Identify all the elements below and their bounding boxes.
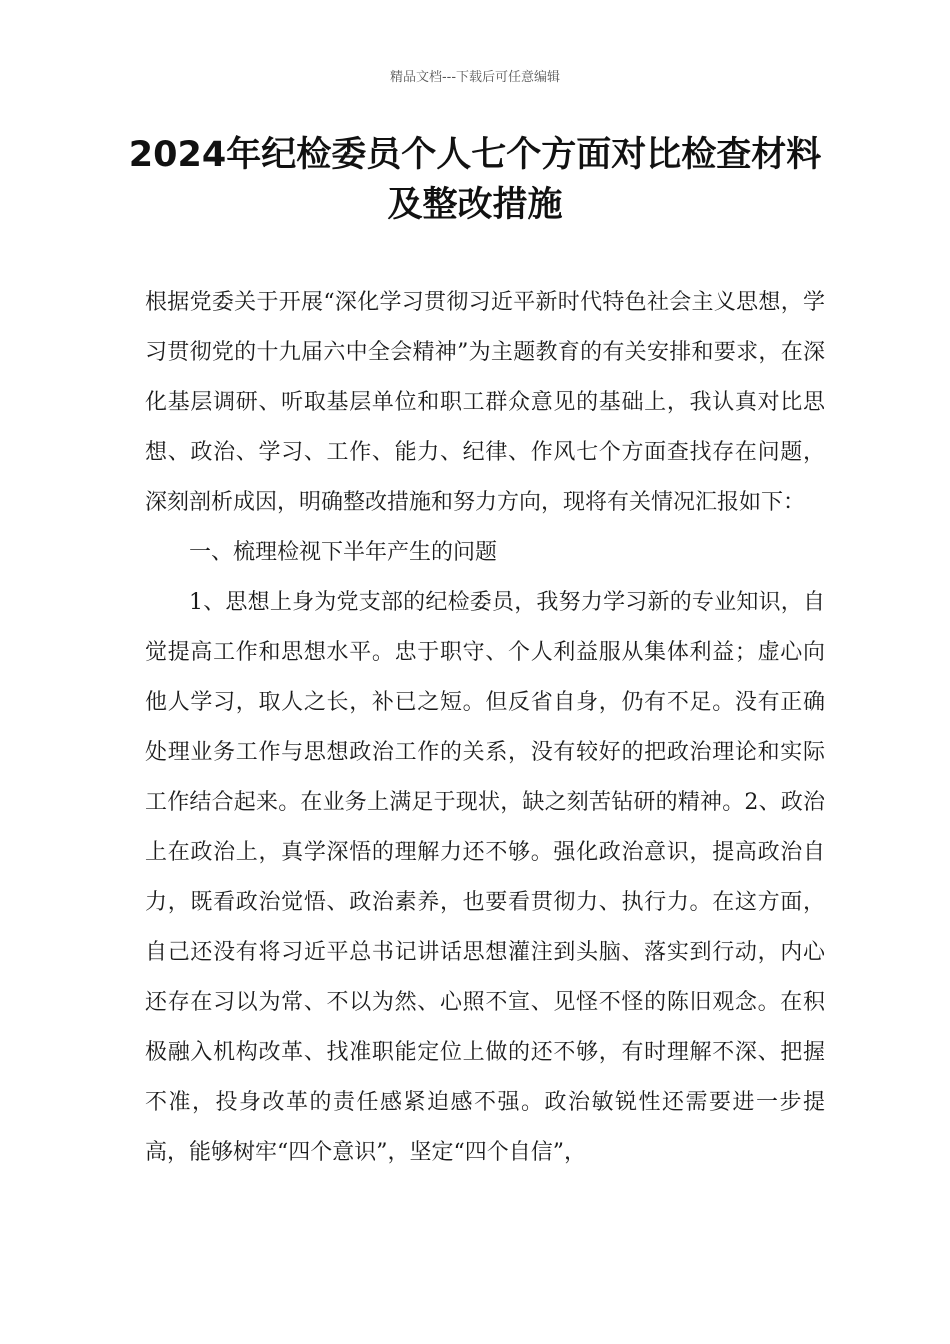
header-note: 精品文档---下载后可任意编辑 [389,70,561,85]
intro-paragraph: 根据党委关于开展“深化学习贯彻习近平新时代特色社会主义思想，学习贯彻党的十九届六中全会精神”为主题教育的有关安排和要求，在深化基层调研、听取基层单位和职工群众意见的基础上，我认真对比思想、政治、学习、工作、能力、纪律、作风七个方面查找存在问题，深刻剖析成因，明确整改措施和努力方向，现将有关情况汇报如下： [145,290,825,515]
document-body [145,278,825,1178]
body-paragraph: 1、思想上身为党支部的纪检委员，我努力学习新的专业知识，自觉提高工作和思想水平。忠于职守、个人利益服从集体利益；虚心向他人学习，取人之长，补已之短。但反省自身，仍有不足。没有正确处理业务工作与思想政治工作的关系，没有较好的把政治理论和实际工作结合起来。在业务上满足于现状，缺之刻苦钻研的精神。2、政治上在政治上，真学深悟的理解力还不够。强化政治意识，提高政治自力，既看政治觉悟、政治素养，也要看贯彻力、执行力。在这方面，自己还没有将习近平总书记讲话思想灌注到头脑、落实到行动，内心还存在习以为常、不以为然、心照不宣、见怪不怪的陈旧观念。在积极融入机构改革、找准职能定位上做的还不够，有时理解不深、把握不准，投身改革的责任感紧迫感不强。政治敏锐性还需要进一步提高，能够树牢“四个意识”，坚定“四个自信”， [145,590,825,1165]
document-title: 2024年纪检委员个人七个方面对比检查材料及整改措施 [128,135,822,225]
section-heading: 一、梳理检视下半年产生的问题 [189,540,498,565]
